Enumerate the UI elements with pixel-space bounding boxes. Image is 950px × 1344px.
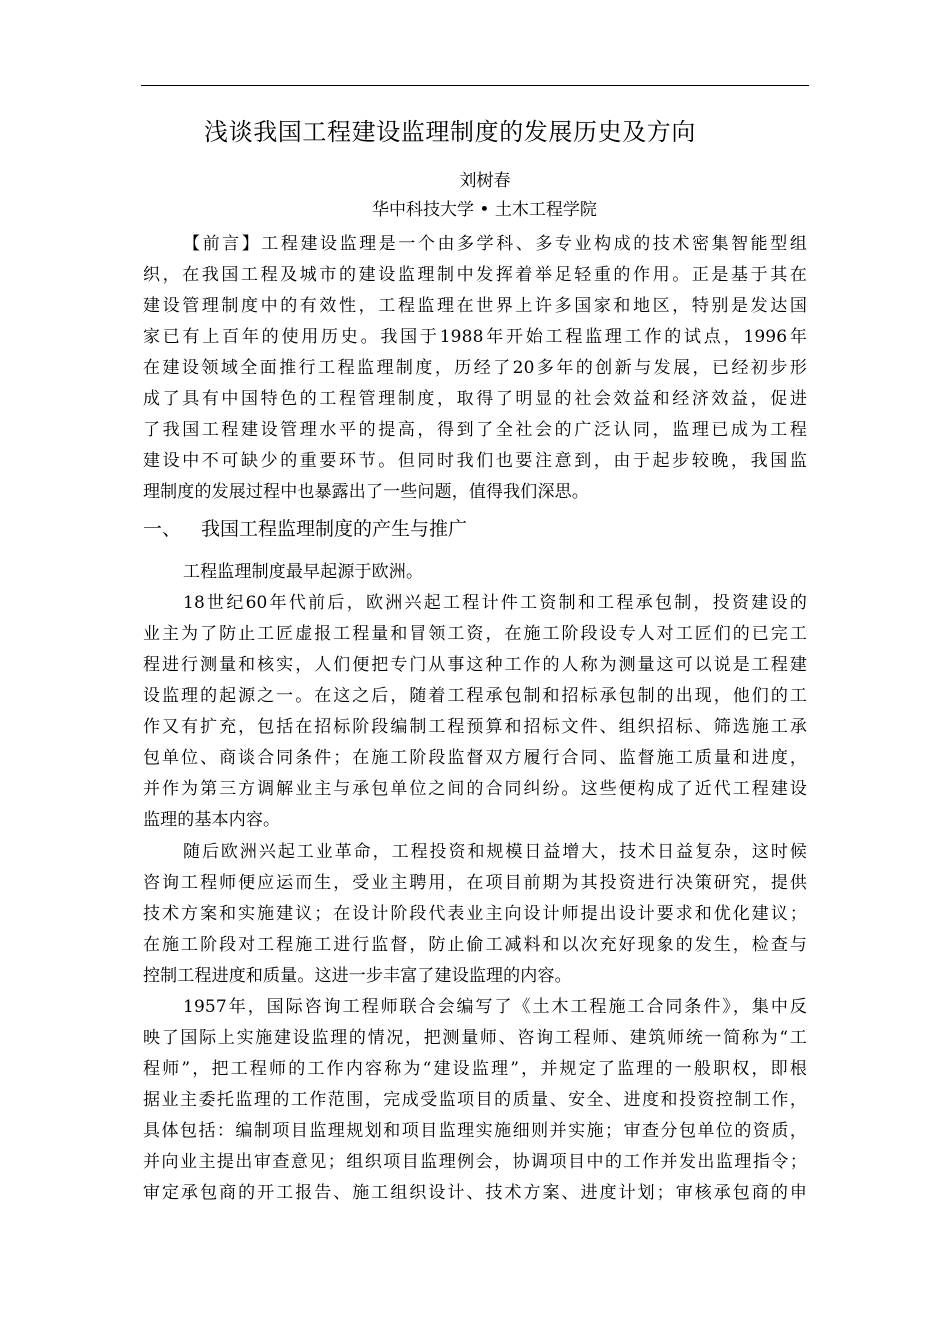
body-line: 程进行测量和核实，人们便把专门从事这种工作的人称为测量这可以说是工程建 xyxy=(143,655,807,675)
body-line: 技术方案和实施建议；在设计阶段代表业主向设计师提出设计要求和优化建议； xyxy=(143,904,807,924)
body-line: 据业主委托监理的工作范围，完成受监项目的质量、安全、进度和投资控制工作， xyxy=(143,1090,807,1110)
preface-line: 【前言】工程建设监理是一个由多学科、多专业构成的技术密集智能型组 xyxy=(183,234,807,254)
preface-line: 在建设领域全面推行工程监理制度，历经了20多年的创新与发展，已经初步形 xyxy=(143,358,807,378)
body-line: 1957年，国际咨询工程师联合会编写了《土木工程施工合同条件》，集中反 xyxy=(183,997,807,1017)
section-title: 我国工程监理制度的产生与推广 xyxy=(201,518,468,540)
body-line: 在施工阶段对工程施工进行监督，防止偷工减料和以次充好现象的发生，检查与 xyxy=(143,935,807,955)
preface-line: 成了具有中国特色的工程管理制度，取得了明显的社会效益和经济效益，促进 xyxy=(143,389,807,409)
body-line: 随后欧洲兴起工业革命，工程投资和规模日益增大，技术日益复杂，这时候 xyxy=(183,842,807,862)
author-name: 刘树春 xyxy=(459,171,511,191)
body-line: 咨询工程师便应运而生，受业主聘用，在项目前期为其投资进行决策研究，提供 xyxy=(143,873,807,893)
body-line: 并向业主提出审查意见；组织项目监理例会，协调项目中的工作并发出监理指令； xyxy=(143,1152,807,1172)
body-line: 并作为第三方调解业主与承包单位之间的合同纠纷。这些便构成了近代工程建设 xyxy=(143,779,807,799)
section-heading xyxy=(143,514,467,544)
preface-line: 织，在我国工程及城市的建设监理制中发挥着举足轻重的作用。正是基于其在 xyxy=(143,265,807,285)
author-affiliation: 华中科技大学 • 土木工程学院 xyxy=(372,200,597,220)
body-line: 审定承包商的开工报告、施工组织设计、技术方案、进度计划；审核承包商的申 xyxy=(143,1183,807,1203)
body-line: 控制工程进度和质量。这进一步丰富了建设监理的内容。 xyxy=(143,966,572,986)
body-line: 工程监理制度最早起源于欧洲。 xyxy=(183,562,424,582)
body-line: 业主为了防止工匠虚报工程量和冒领工资，在施工阶段设专人对工匠们的已完工 xyxy=(143,624,807,644)
document-title: 浅谈我国工程建设监理制度的发展历史及方向 xyxy=(204,118,696,146)
body-line: 映了国际上实施建设监理的情况，把测量师、咨询工程师、建筑师统一简称为“工 xyxy=(143,1028,807,1048)
body-line: 包单位、商谈合同条件；在施工阶段监督双方履行合同、监督施工质量和进度， xyxy=(143,748,807,768)
preface-line: 理制度的发展过程中也暴露出了一些问题，值得我们深思。 xyxy=(143,482,589,502)
preface-line: 建设管理制度中的有效性，工程监理在世界上许多国家和地区，特别是发达国 xyxy=(143,296,807,316)
header-rule xyxy=(141,85,809,86)
body-line: 作又有扩充，包括在招标阶段编制工程预算和招标文件、组织招标、筛选施工承 xyxy=(143,717,807,737)
body-line: 监理的基本内容。 xyxy=(143,810,281,830)
body-line: 程师”，把工程师的工作内容称为“建设监理”，并规定了监理的一般职权，即根 xyxy=(143,1059,807,1079)
preface-line: 了我国工程建设管理水平的提高，得到了全社会的广泛认同，监理已成为工程 xyxy=(143,420,807,440)
section-number: 一、 xyxy=(143,518,182,540)
preface-line: 家已有上百年的使用历史。我国于1988年开始工程监理工作的试点，1996年 xyxy=(143,327,807,347)
body-line: 具体包括：编制项目监理规划和项目监理实施细则并实施；审查分包单位的资质， xyxy=(143,1121,807,1141)
body-line: 设监理的起源之一。在这之后，随着工程承包制和招标承包制的出现，他们的工 xyxy=(143,686,807,706)
preface-line: 建设中不可缺少的重要环节。但同时我们也要注意到，由于起步较晚，我国监 xyxy=(143,451,807,471)
body-line: 18世纪60年代前后，欧洲兴起工程计件工资制和工程承包制，投资建设的 xyxy=(183,593,807,613)
